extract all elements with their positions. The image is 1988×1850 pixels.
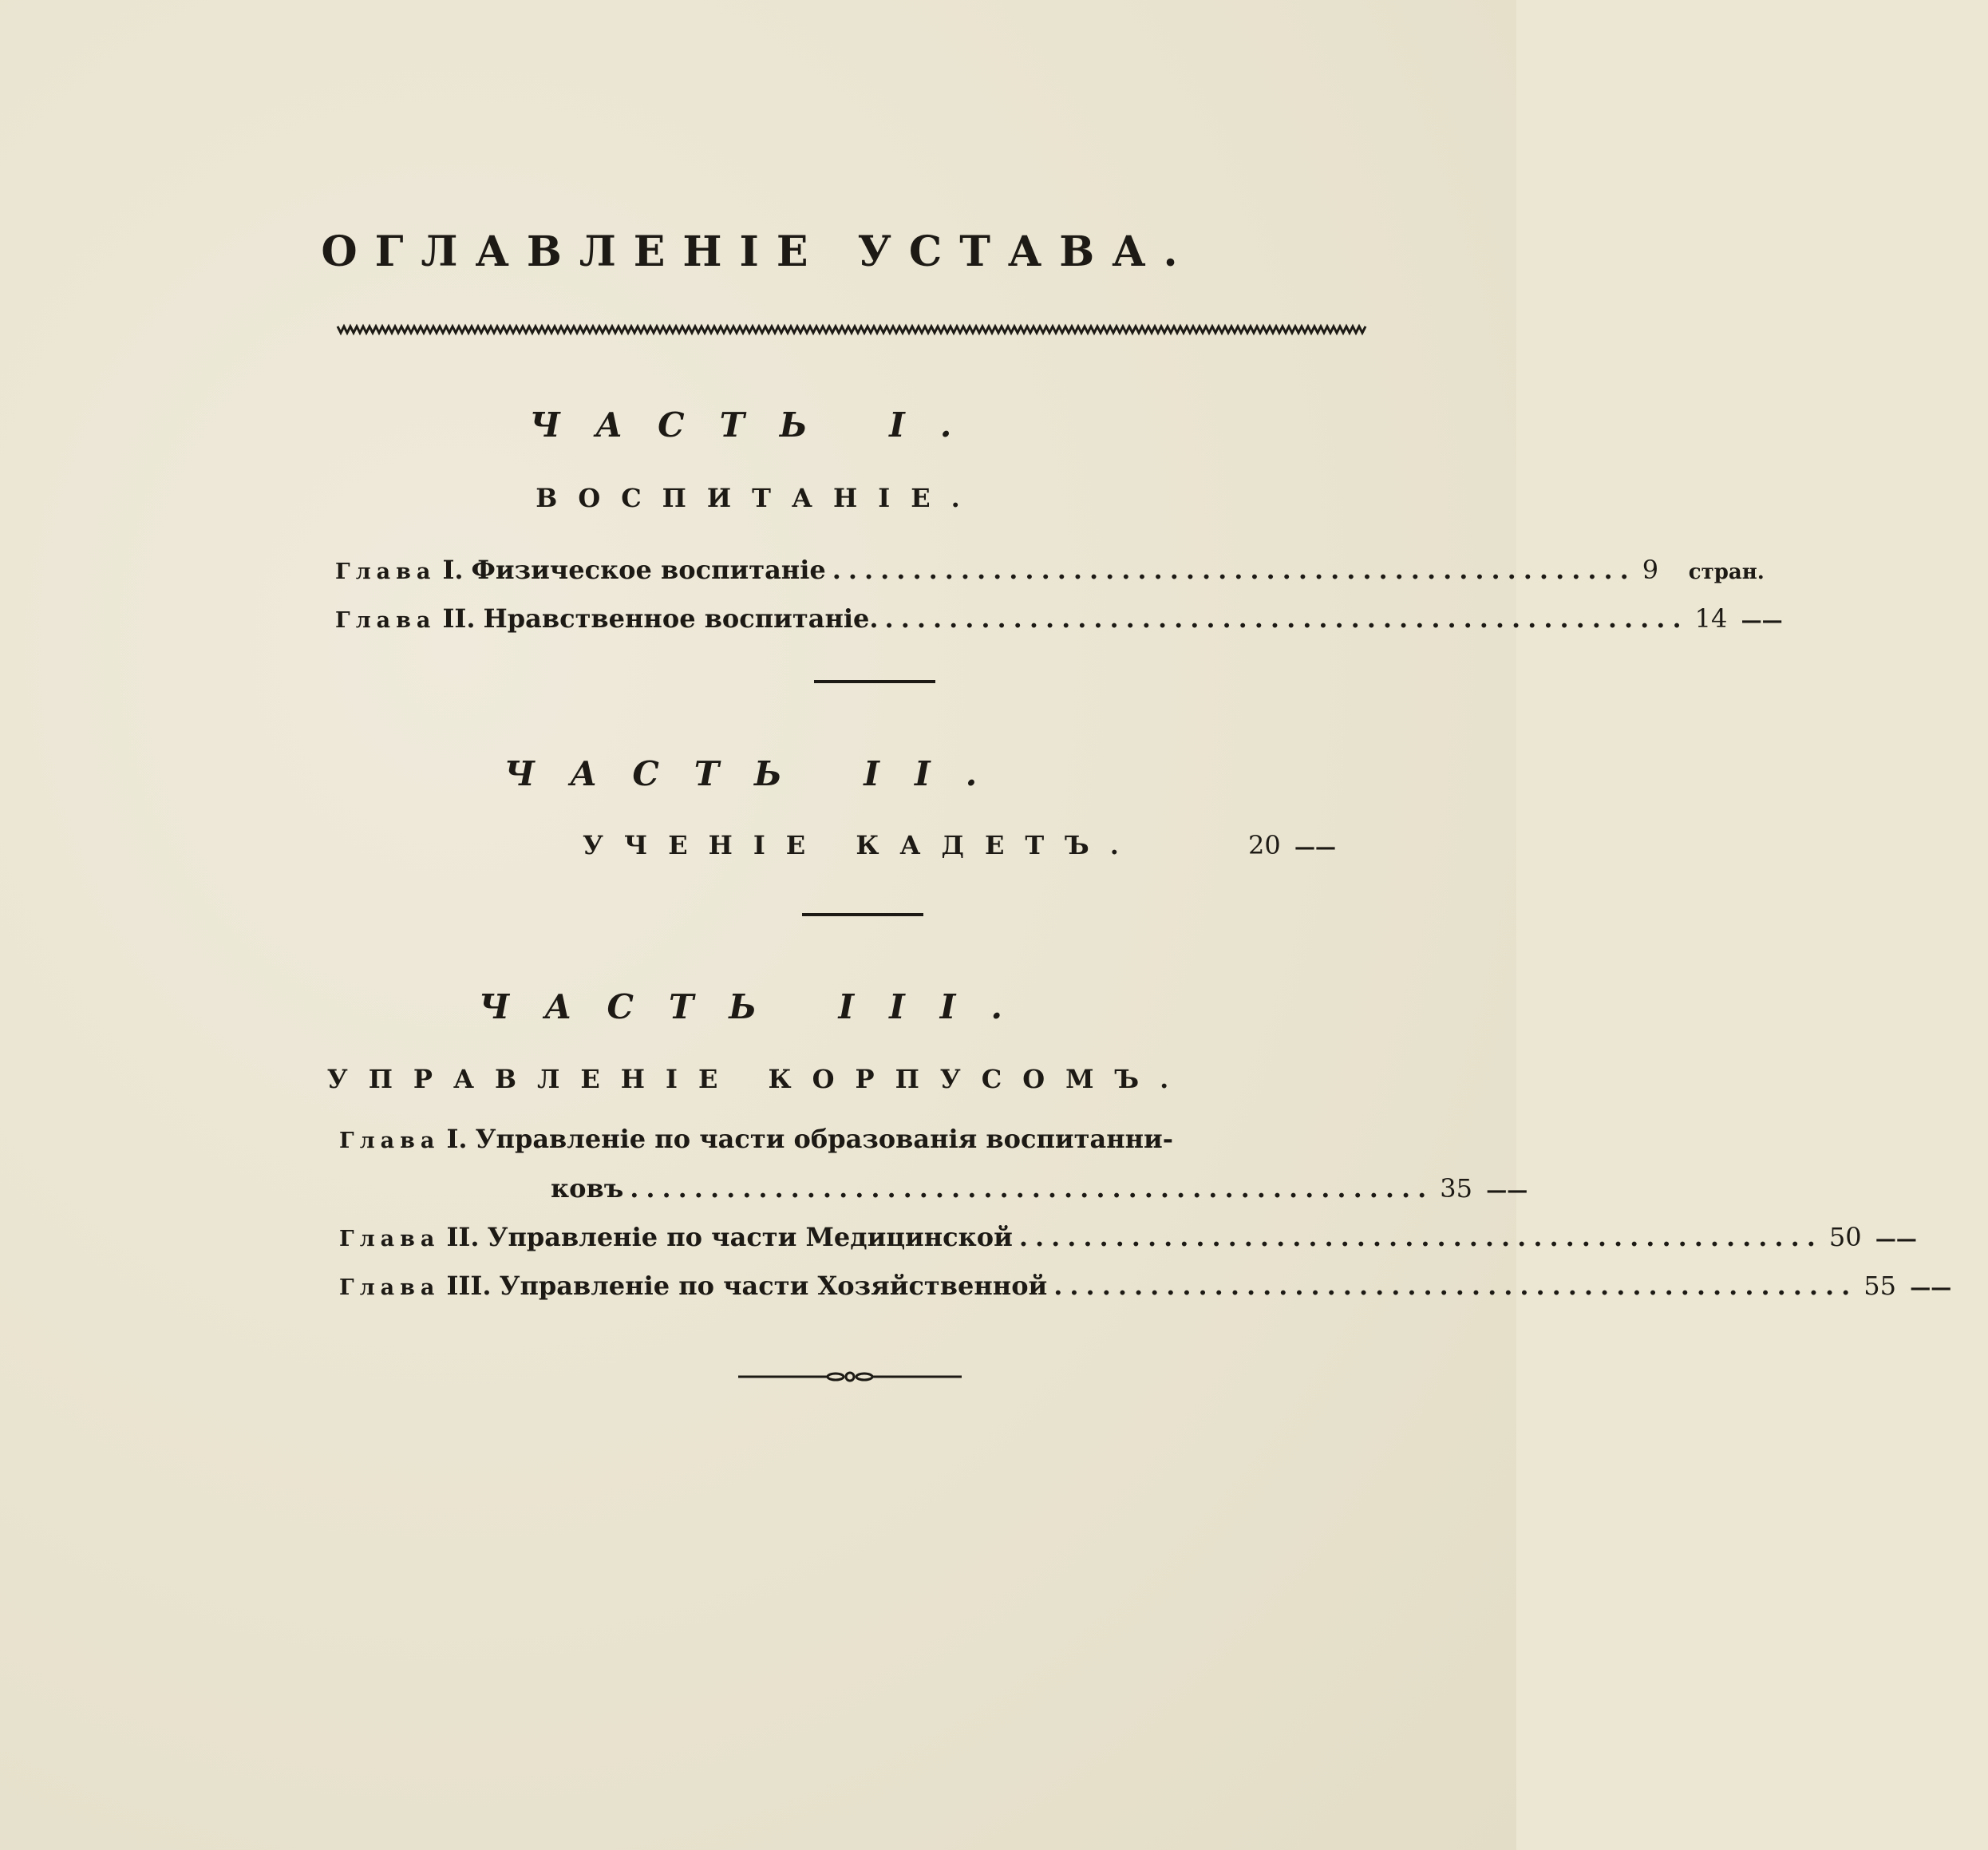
part-3-subheading: УПРАВЛЕНІЕ КОРПУСОМЪ.: [326, 1064, 1190, 1094]
page-suffix: стран.: [1688, 560, 1765, 584]
toc-entry[interactable]: [583, 830, 1373, 865]
page-suffix: ——: [1741, 609, 1783, 633]
chapter-label: Глава: [339, 1227, 441, 1251]
dot-leader: ..................................................: [630, 1173, 1434, 1204]
chapter-title: Управленіе по части образованія воспитанни-: [475, 1124, 1174, 1154]
page-number: 55: [1864, 1271, 1897, 1301]
chapter-title: Нравственное воспитаніе.: [483, 603, 879, 634]
end-ornament: [738, 1368, 962, 1386]
chapter-number: III.: [446, 1271, 492, 1301]
chapter-label: Глава: [335, 608, 437, 633]
section-divider: [814, 680, 935, 683]
page-number: 14: [1694, 603, 1728, 634]
part-3-heading: ЧАСТЬ III.: [478, 987, 1038, 1026]
wavy-ornament-rule: [338, 322, 1361, 337]
chapter-title: Управленіе по части Медицинской: [487, 1222, 1013, 1252]
chapter-number: I.: [446, 1124, 468, 1154]
toc-entry[interactable]: [335, 603, 1783, 638]
toc-entry[interactable]: [335, 555, 1765, 590]
page-number: 50: [1828, 1222, 1862, 1252]
toc-entry[interactable]: [339, 1124, 1373, 1159]
page-suffix: ——: [1294, 836, 1336, 860]
part-2-heading: ЧАСТЬ II.: [504, 754, 1013, 793]
page-suffix: ——: [1875, 1227, 1917, 1251]
part-1-subheading: ВОСПИТАНІЕ.: [536, 483, 981, 513]
page-suffix: ——: [1910, 1276, 1952, 1300]
chapter-label: Глава: [335, 559, 437, 584]
chapter-number: I.: [442, 555, 464, 585]
chapter-label: Глава: [339, 1129, 441, 1153]
section-divider: [802, 913, 923, 916]
page-title: ОГЛАВЛЕНІЕ УСТАВА.: [321, 227, 1196, 276]
part-1-heading: ЧАСТЬ I.: [529, 405, 987, 445]
chapter-number: II.: [446, 1222, 480, 1252]
dot-leader: ..................................................: [832, 555, 1636, 585]
chapter-title: Управленіе по части Хозяйственной: [499, 1271, 1048, 1301]
dot-leader: ..................................................: [884, 603, 1689, 634]
page-suffix: ——: [1486, 1179, 1528, 1203]
chapter-title-continuation: ковъ: [551, 1173, 624, 1204]
page-number: 35: [1440, 1173, 1472, 1204]
part-2-subheading: УЧЕНІЕ КАДЕТЪ.: [583, 830, 1140, 860]
toc-entry[interactable]: [339, 1271, 1952, 1306]
chapter-title: Физическое воспитаніе: [471, 555, 826, 585]
dot-leader: ..................................................: [1053, 1271, 1858, 1301]
chapter-number: II.: [442, 603, 476, 634]
page-number: 20: [1248, 830, 1281, 860]
dot-leader: ..................................................: [1018, 1222, 1823, 1252]
toc-entry-continuation[interactable]: [551, 1173, 1528, 1208]
page-number: 9: [1642, 555, 1659, 585]
toc-entry[interactable]: [339, 1222, 1917, 1257]
chapter-label: Глава: [339, 1275, 441, 1300]
